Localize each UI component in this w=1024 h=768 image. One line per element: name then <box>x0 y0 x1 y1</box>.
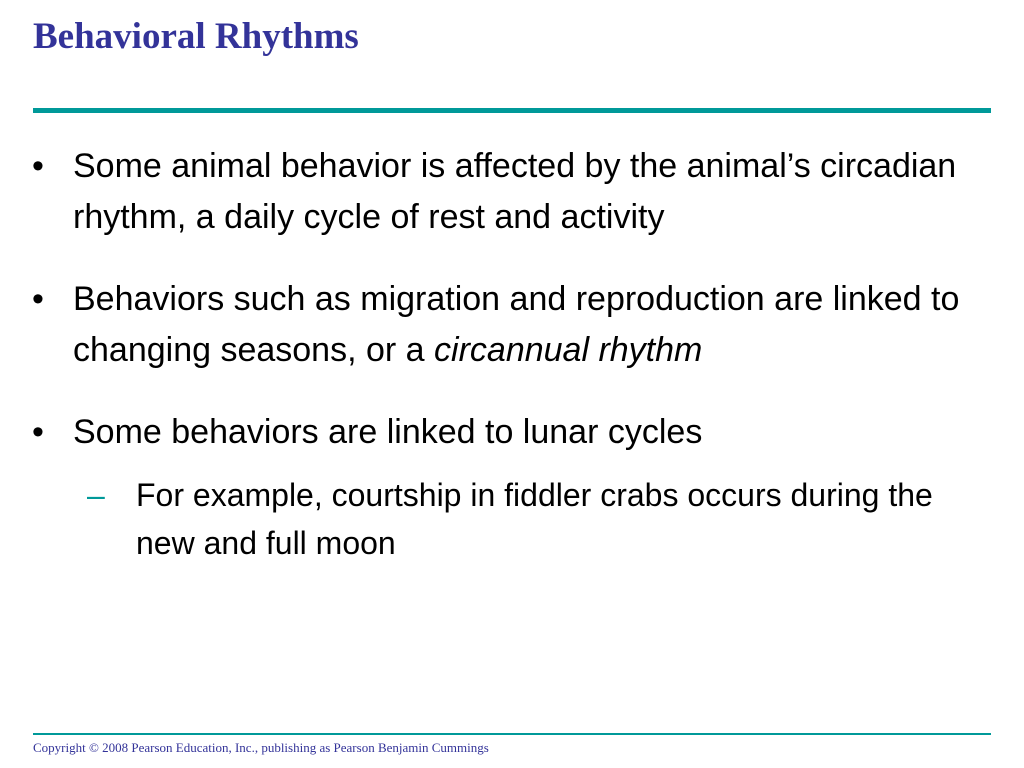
title-divider <box>33 108 991 113</box>
bullet-dot-icon: • <box>32 280 44 318</box>
sub-bullet-item <box>32 471 992 567</box>
footer-divider <box>33 733 991 735</box>
slide-title: Behavioral Rhythms <box>33 16 359 57</box>
bullet-dot-icon: • <box>32 413 44 451</box>
dash-icon: – <box>87 477 105 513</box>
copyright-footer: Copyright © 2008 Pearson Education, Inc., publishing as Pearson Benjamin Cummings <box>33 740 489 755</box>
bullet-item <box>32 274 992 376</box>
bullet-text-plain: Behaviors such as migration and reproduction are linked to changing seasons, or a <box>73 280 960 369</box>
bullet-text-emphasis: circannual rhythm <box>434 331 703 369</box>
bullet-dot-icon: • <box>32 147 44 185</box>
bullet-text: Some behaviors are linked to lunar cycles <box>73 413 703 451</box>
bullet-text <box>73 274 992 376</box>
bullet-item <box>32 407 992 458</box>
bullet-list <box>32 141 992 567</box>
bullet-item <box>32 141 992 243</box>
sub-bullet-text: For example, courtship in fiddler crabs occurs during the new and full moon <box>136 477 933 561</box>
bullet-text: Some animal behavior is affected by the animal’s circadian rhythm, a daily cycle of rest and activity <box>73 147 957 236</box>
